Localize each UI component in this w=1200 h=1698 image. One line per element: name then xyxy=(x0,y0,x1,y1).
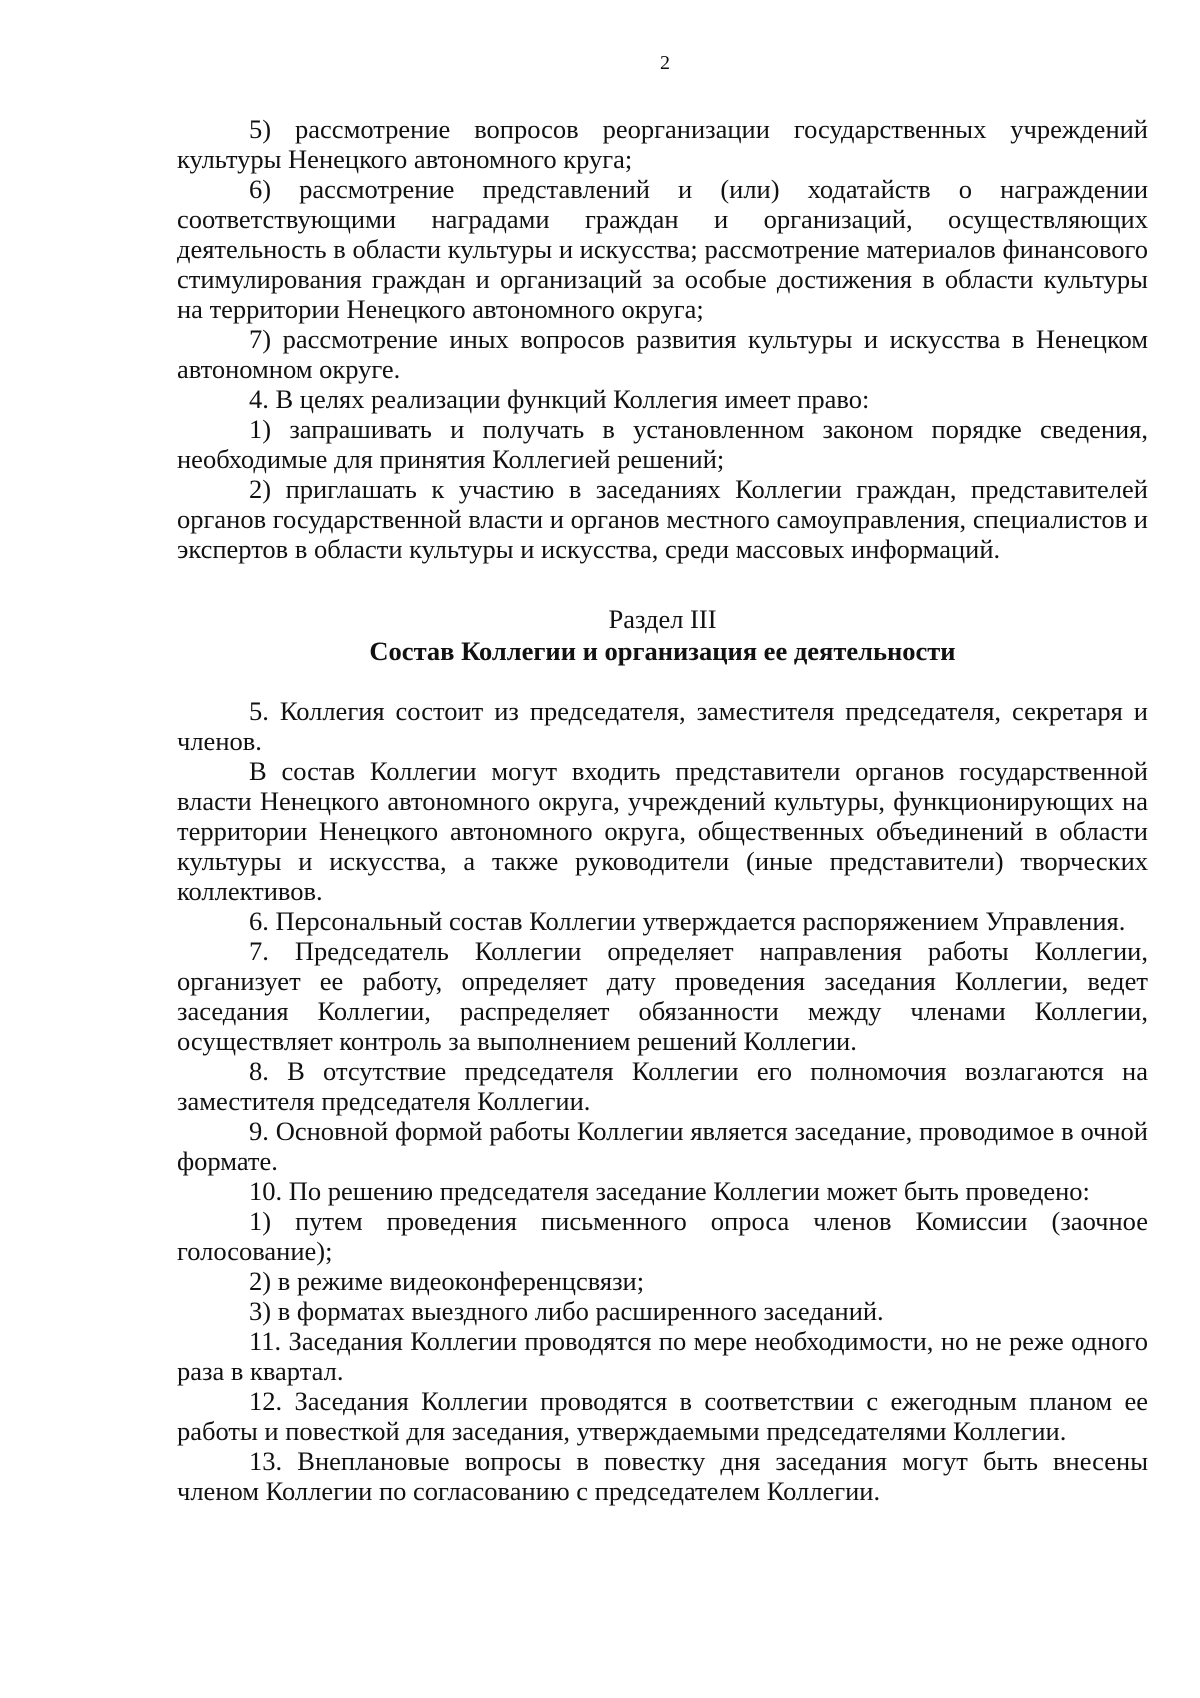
paragraph-option-3: 3) в форматах выездного либо расширенного заседаний. xyxy=(249,1296,884,1326)
paragraph-clause-12: 12. Заседания Коллегии проводятся в соответствии с ежегодным планом ее работы и повесткой для заседания, утверждаемыми председателями Коллегии. xyxy=(177,1386,1148,1446)
section-heading: Раздел III xyxy=(608,604,717,634)
paragraph-composition: В состав Коллегии могут входить представители органов государственной власти Ненецкого автономного округа, учреждений культуры, функционирующих на территории Ненецкого автономного округа, общественных объединений в области культуры и искусства, а также руководители (иные представители) творческих коллективов. xyxy=(177,756,1148,906)
paragraph-clause-11: 11. Заседания Коллегии проводятся по мере необходимости, но не реже одного раза в квартал. xyxy=(177,1326,1148,1386)
paragraph-clause-13: 13. Внеплановые вопросы в повестку дня заседания могут быть внесены членом Коллегии по согласованию с председателем Коллегии. xyxy=(177,1446,1148,1506)
document-body xyxy=(177,114,1148,1506)
page-number: 2 xyxy=(660,52,670,74)
paragraph-clause-9: 9. Основной формой работы Коллегии является заседание, проводимое в очной формате. xyxy=(177,1116,1148,1176)
section-title: Состав Коллегии и организация ее деятельности xyxy=(369,636,956,666)
paragraph-clause-5: 5. Коллегия состоит из председателя, заместителя председателя, секретаря и членов. xyxy=(177,696,1148,756)
paragraph-clause-4: 4. В целях реализации функций Коллегия имеет право: xyxy=(249,384,870,414)
paragraph-option-1: 1) путем проведения письменного опроса членов Комиссии (заочное голосование); xyxy=(177,1206,1148,1266)
paragraph-item-5: 5) рассмотрение вопросов реорганизации государственных учреждений культуры Ненецкого автономного круга; xyxy=(177,114,1148,174)
paragraph-right-2: 2) приглашать к участию в заседаниях Коллегии граждан, представителей органов государственной власти и органов местного самоуправления, специалистов и экспертов в области культуры и искусства, среди массовых информаций. xyxy=(177,474,1148,564)
paragraph-option-2: 2) в режиме видеоконференцсвязи; xyxy=(249,1266,645,1296)
paragraph-clause-7: 7. Председатель Коллегии определяет направления работы Коллегии, организует ее работу, определяет дату проведения заседания Коллегии, ведет заседания Коллегии, распределяет обязанности между членами Коллегии, осуществляет контроль за выполнением решений Коллегии. xyxy=(177,936,1148,1056)
paragraph-clause-8: 8. В отсутствие председателя Коллегии его полномочия возлагаются на заместителя председателя Коллегии. xyxy=(177,1056,1148,1116)
paragraph-item-7: 7) рассмотрение иных вопросов развития культуры и искусства в Ненецком автономном округе. xyxy=(177,324,1148,384)
paragraph-item-6: 6) рассмотрение представлений и (или) ходатайств о награждении соответствующими наградами граждан и организаций, осуществляющих деятельность в области культуры и искусства; рассмотрение материалов финансового стимулирования граждан и организаций за особые достижения в области культуры на территории Ненецкого автономного округа; xyxy=(177,174,1148,324)
paragraph-right-1: 1) запрашивать и получать в установленном законом порядке сведения, необходимые для принятия Коллегией решений; xyxy=(177,414,1148,474)
paragraph-clause-10: 10. По решению председателя заседание Коллегии может быть проведено: xyxy=(249,1176,1090,1206)
paragraph-clause-6: 6. Персональный состав Коллегии утверждается распоряжением Управления. xyxy=(249,906,1126,936)
